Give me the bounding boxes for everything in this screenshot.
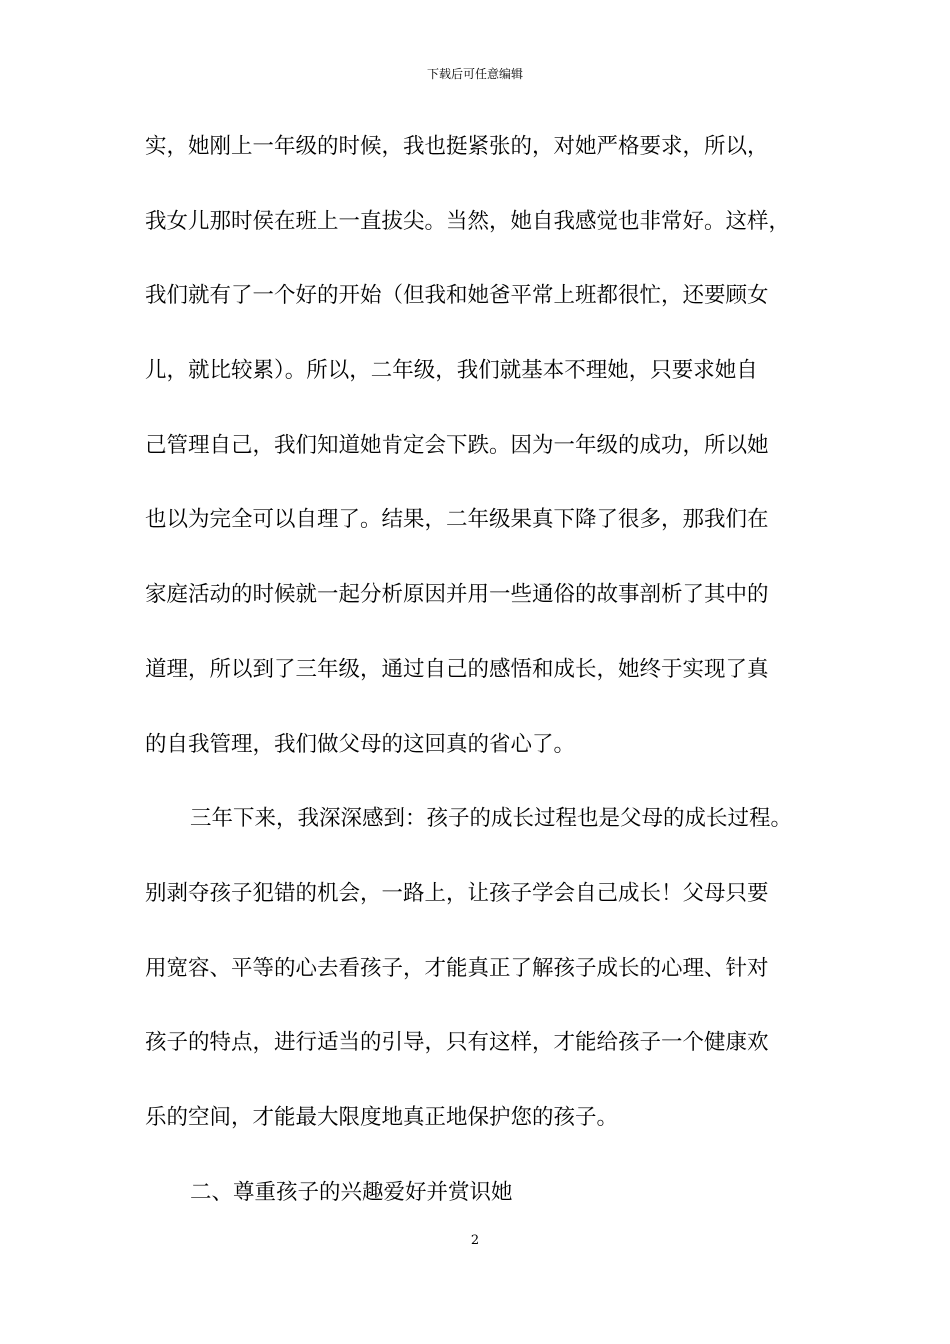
text-line: 道理，所以到了三年级，通过自己的感悟和成长，她终于实现了真 <box>145 656 769 682</box>
document-body <box>145 127 825 1247</box>
text-line: 孩子的特点，进行适当的引导，只有这样，才能给孩子一个健康欢 <box>145 1030 769 1056</box>
text-line: 也以为完全可以自理了。结果，二年级果真下降了很多，那我们在 <box>145 507 769 533</box>
page-header: 下载后可任意编辑 <box>426 67 523 81</box>
section-heading: 二、尊重孩子的兴趣爱好并赏识她 <box>190 1179 513 1205</box>
text-line: 实，她刚上一年级的时候，我也挺紧张的，对她严格要求，所以， <box>145 134 769 159</box>
text-line: 我女儿那时侯在班上一直拔尖。当然，她自我感觉也非常好。这样， <box>145 208 791 234</box>
text-line: 用宽容、平等的心去看孩子，才能真正了解孩子成长的心理、针对 <box>145 955 769 981</box>
page-number: 2 <box>470 1233 480 1248</box>
text-line: 己管理自己，我们知道她肯定会下跌。因为一年级的成功，所以她 <box>145 432 769 458</box>
text-line: 家庭活动的时候就一起分析原因并用一些通俗的故事剖析了其中的 <box>145 582 769 608</box>
text-line: 我们就有了一个好的开始（但我和她爸平常上班都很忙，还要顾女 <box>145 283 769 309</box>
text-line: 儿，就比较累）。所以，二年级，我们就基本不理她，只要求她自 <box>145 358 758 384</box>
text-line: 别剥夺孩子犯错的机会，一路上，让孩子学会自己成长！父母只要 <box>145 880 769 906</box>
text-line: 的自我管理，我们做父母的这回真的省心了。 <box>145 731 576 757</box>
text-line: 乐的空间，才能最大限度地真正地保护您的孩子。 <box>145 1104 619 1130</box>
paragraph-start-line: 三年下来，我深深感到：孩子的成长过程也是父母的成长过程。 <box>190 806 793 832</box>
